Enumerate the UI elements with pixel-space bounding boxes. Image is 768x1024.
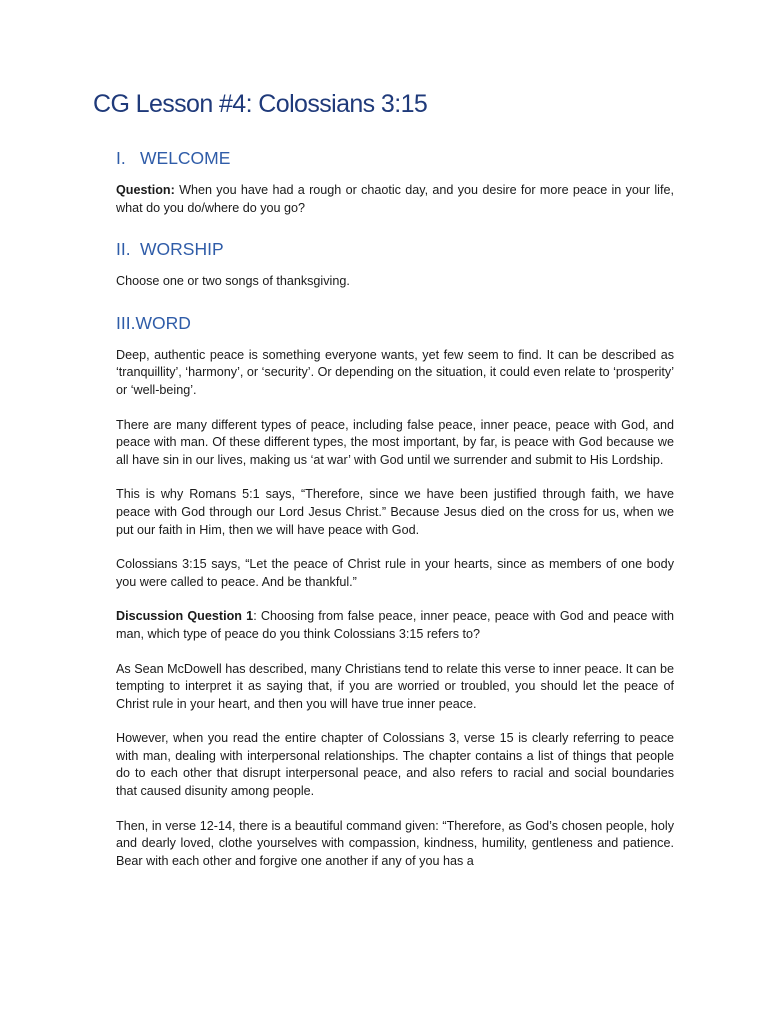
word-paragraph: Colossians 3:15 says, “Let the peace of Christ rule in your hearts, since as members of one body you were called to peace. And be thankful.”	[116, 557, 674, 589]
word-paragraph: This is why Romans 5:1 says, “Therefore, since we have been justified through faith, we have peace with God through our Lord Jesus Christ.” Because Jesus died on the cross for us, when we put our faith in Him, then we will have peace with God.	[116, 487, 674, 537]
section-number: III.	[116, 312, 136, 333]
section-heading-welcome	[116, 146, 674, 170]
word-paragraph: Then, in verse 12-14, there is a beautiful command given: “Therefore, as God’s chosen people, holy and dearly loved, clothe yourselves with compassion, kindness, humility, gentleness and patience. Bear with each other and forgive one another if any of you has a	[116, 818, 674, 868]
discussion-question-1	[116, 608, 674, 643]
section-title: WORD	[135, 312, 191, 333]
discussion-question-label: Discussion Question 1	[116, 609, 254, 624]
question-label: Question:	[116, 183, 175, 197]
word-paragraph: There are many different types of peace, including false peace, inner peace, peace with God, and peace with man. Of these different types, the most important, by far, is peace with God because we all have sin in our lives, making us ‘at war’ with God until we surrender and submit to His Lordship.	[116, 417, 674, 467]
section-number: I.	[116, 148, 126, 168]
section-title: WORSHIP	[140, 239, 224, 260]
section-title: WELCOME	[140, 148, 231, 168]
discussion-question-text: : Choosing from false peace, inner peace, peace with God and peace with man, which type of peace do you think Colossians 3:15 refers to?	[116, 609, 674, 641]
word-paragraph: However, when you read the entire chapter of Colossians 3, verse 15 is clearly referring to peace with man, dealing with interpersonal relationships. The chapter contains a list of things that people do to each other that disrupt interpersonal peace, and also refers to racial and social boundaries that caused disunity among people.	[116, 731, 674, 799]
welcome-question	[116, 182, 674, 217]
worship-text: Choose one or two songs of thanksgiving.	[116, 274, 350, 289]
section-heading-word	[116, 311, 674, 335]
word-paragraph: Deep, authentic peace is something everyone wants, yet few seem to find. It can be described as ‘tranquillity’, ‘harmony’, or ‘security’. Or depending on the situation, it could even relate to ‘prosperity’ or ‘well-being’.	[116, 347, 674, 397]
section-heading-worship	[116, 237, 674, 261]
section-number: II.	[116, 239, 131, 260]
document-body	[116, 146, 674, 870]
word-paragraph: As Sean McDowell has described, many Christians tend to relate this verse to inner peace. It can be tempting to interpret it as saying that, if you are worried or troubled, you should let the peace of Christ rule in your heart, and then you will have true inner peace.	[116, 661, 674, 711]
question-text: When you have had a rough or chaotic day, and you desire for more peace in your life, what do you do/where do you go?	[116, 183, 674, 215]
page-title: CG Lesson #4: Colossians 3:15	[93, 90, 428, 118]
